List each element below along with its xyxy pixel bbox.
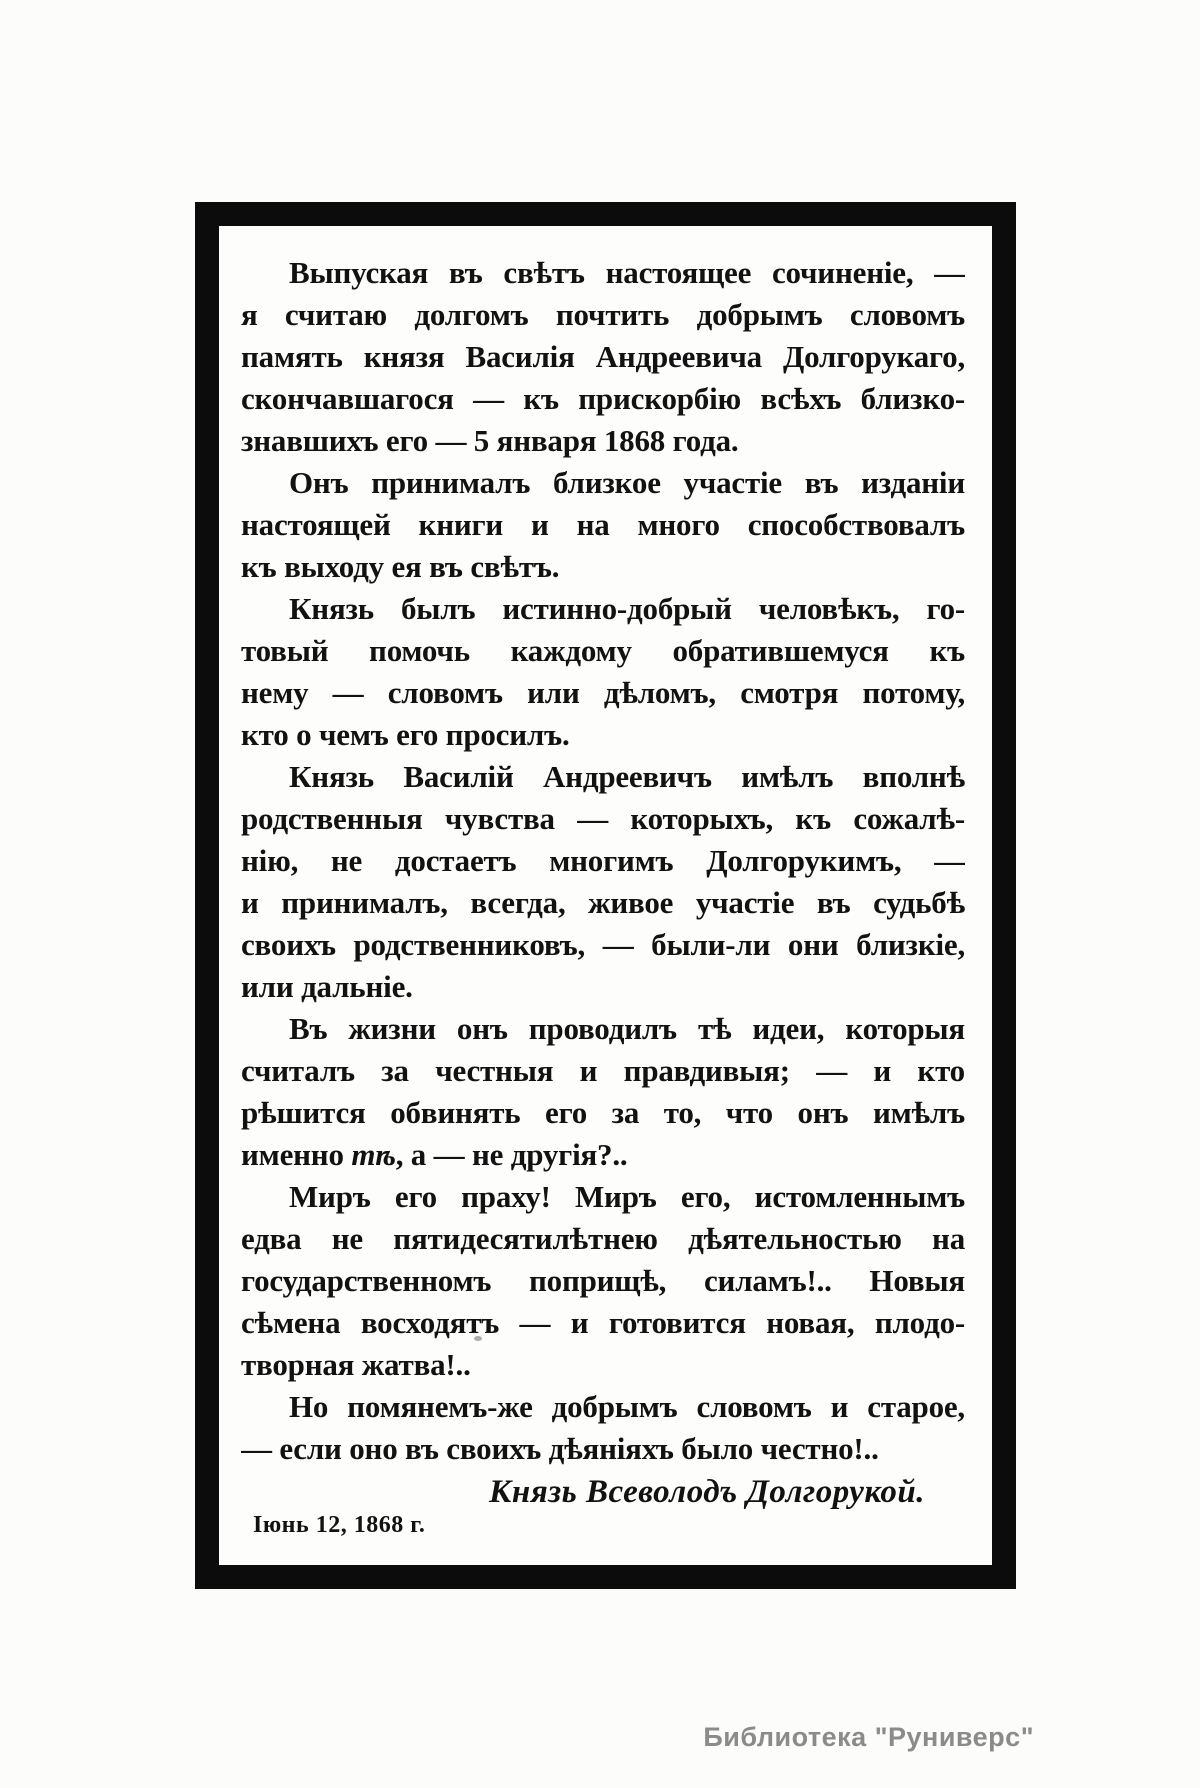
text-line: сѣмена восходятъ — и готовится новая, плодо- xyxy=(241,1305,965,1340)
text-line: именно тѣ, а — не другія?.. xyxy=(241,1137,628,1172)
text-line: нему — словомъ или дѣломъ, смотря потому, xyxy=(241,675,965,710)
dateline: Іюнь 12, 1868 г. xyxy=(253,1512,426,1538)
text-line: Князь Василій Андреевичъ имѣлъ вполнѣ xyxy=(289,759,965,794)
text-line: Выпуская въ свѣтъ настоящее сочиненіе, — xyxy=(289,255,965,290)
text-line: или дальніе. xyxy=(241,969,413,1004)
text-line: я считаю долгомъ почтить добрымъ словомъ xyxy=(241,297,965,332)
text-line: и принималъ, всегда, живое участіе въ судьбѣ xyxy=(241,885,965,920)
text-line: своихъ родственниковъ, — были-ли они близкіе, xyxy=(241,927,965,962)
text-line: творная жатва!.. xyxy=(241,1347,471,1382)
text-line: Онъ принималъ близкое участіе въ изданіи xyxy=(289,465,965,500)
text-line: знавшихъ его — 5 января 1868 года. xyxy=(241,423,739,458)
text-line: Но помянемъ-же добрымъ словомъ и старое, xyxy=(289,1389,965,1424)
signature-line: Князь Всеволодъ Долгорукой. xyxy=(489,1474,925,1510)
text-line: — если оно въ своихъ дѣяніяхъ было честно!.. xyxy=(241,1431,879,1466)
text-line: скончавшагося — къ прискорбію всѣхъ близко- xyxy=(241,381,965,416)
text-line: нію, не достаетъ многимъ Долгорукимъ, — xyxy=(241,843,965,878)
text-line: память князя Василія Андреевича Долгорукаго, xyxy=(241,339,965,374)
runivers-watermark: Библиотека "Руниверс" xyxy=(703,1722,1034,1752)
paragraph xyxy=(241,588,965,756)
text-line: кто о чемъ его просилъ. xyxy=(241,717,570,752)
paragraph xyxy=(241,1176,965,1386)
paragraph xyxy=(241,1008,965,1176)
paragraph xyxy=(241,252,965,462)
text-line: едва не пятидесятилѣтнею дѣятельностью на xyxy=(241,1221,965,1256)
paragraph xyxy=(241,756,965,1008)
paragraph xyxy=(241,462,965,588)
text-line: Въ жизни онъ проводилъ тѣ идеи, которыя xyxy=(289,1011,965,1046)
text-line: государственномъ поприщѣ, силамъ!.. Новыя xyxy=(241,1263,965,1298)
text-line: рѣшится обвинять его за то, что онъ имѣлъ xyxy=(241,1095,965,1130)
text-line: Князь былъ истинно-добрый человѣкъ, го- xyxy=(289,591,965,626)
text-line: Миръ его праху! Миръ его, истомленнымъ xyxy=(289,1179,965,1214)
text-line: родственныя чувства — которыхъ, къ сожалѣ- xyxy=(241,801,965,836)
paragraph xyxy=(241,1386,965,1470)
border-nick xyxy=(275,1545,278,1561)
text-line: считалъ за честныя и правдивыя; — и кто xyxy=(241,1053,965,1088)
text-line: къ выходу ея въ свѣтъ. xyxy=(241,549,560,584)
text-line: настоящей книги и на много способствовалъ xyxy=(241,507,965,542)
page-text xyxy=(219,226,992,1542)
text-line: товый помочь каждому обратившемуся къ xyxy=(241,633,965,668)
